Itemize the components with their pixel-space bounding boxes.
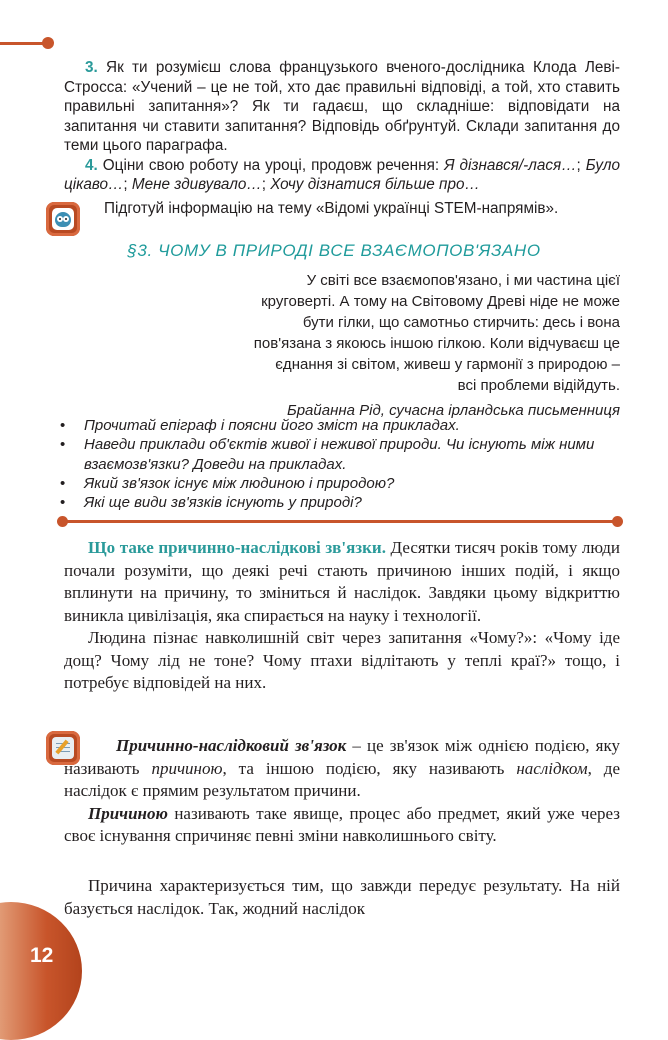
closing-paragraph: Причина характеризується тим, що завжди передує результату. На ній базується наслідок. Так, жодний наслідок <box>64 876 620 918</box>
divider-dot-right <box>612 516 623 527</box>
definition-paragraph: Причинно-наслідковий зв'язок – це зв'язок між однією подією, яку називають причиною, та іншою подією, яку називають наслідком, де наслідок є прямим результатом причини. <box>64 736 620 800</box>
paragraph-2: Людина пізнає навколишній світ через запитання «Чому?»: «Чому іде дощ? Чому лід не тоне? Чому птахи відлітають у теплі краї?» тощо, і потребує відповідей на них. <box>64 628 620 692</box>
discussion-bullets <box>60 416 622 512</box>
owl-icon <box>46 202 80 236</box>
top-rule-dot <box>42 37 54 49</box>
epigraph-author: Брайанна Рід, сучасна ірландська письменниця <box>286 402 620 419</box>
divider-dot-left <box>57 516 68 527</box>
bullet-item: • Який зв'язок існує між людиною і природою? <box>60 474 622 493</box>
bullet-item: • Наведи приклади об'єктів живої і неживої природи. Чи існують між ними взаємозв'язки? Доведи на прикладах. <box>60 435 622 474</box>
review-questions <box>64 58 620 195</box>
subheading: Що таке причинно-наслідкові зв'язки. <box>88 538 386 557</box>
question-4: 4. Оціни свою роботу на уроці, продовж речення: Я дізнався/-лася…; Було цікаво…; Мене здивувало…; Хочу дізнатися більше про… <box>64 156 620 193</box>
bullet-item: • Прочитай епіграф і поясни його зміст на прикладах. <box>60 416 622 435</box>
body-paragraphs <box>64 537 620 695</box>
definition-block <box>64 735 620 848</box>
cause-definition: Причиною називають таке явище, процес або предмет, який уже через своє існування спричиняє певні зміни навколишнього світу. <box>64 803 620 845</box>
project-task-text: Підготуй інформацію на тему «Відомі українці STEM-напрямів». <box>104 200 559 217</box>
question-3: 3. Як ти розумієш слова французького вченого-дослідника Клода Леві-Стросса: «Учений – це не той, хто дає правильні відповіді, а той, хто ставить правильні запитання»? Як ти гадаєш, що складніше: відповідати на запитання чи ставити запитання? Відповідь обґрунтуй. Склади запитання до теми цього параграфа. <box>64 59 621 154</box>
epigraph: У світі все взаємопов'язано, і ми частина цієї круговерті. А тому на Світовому Древі ніде не може бути гілки, що самотньо стирчить: десь і вона пов'язана з якоюсь іншою гілкою. Коли відчуваєш це єднання зі світом, живеш у гармонії з природою – всі проблеми відійдуть. Брайанна Рід, сучасна ірландська письменниця <box>208 270 620 421</box>
paragraph-1: Що таке причинно-наслідкові зв'язки. Десятки тисяч років тому люди почали розуміти, що деякі речі стають причиною інших подій, і якщо вплинути на причину, то зміниться й наслідок. Завдяки цьому відкриттю виникла цивілізація, яка спирається на науку і технології. <box>64 538 620 625</box>
bullet-item: • Які ще види зв'язків існують у природі? <box>60 493 622 512</box>
section-title: §3. ЧОМУ В ПРИРОДІ ВСЕ ВЗАЄМОПОВ'ЯЗАНО <box>127 241 541 260</box>
top-decorative-rule <box>0 42 46 45</box>
section-divider <box>62 520 618 523</box>
page-number: 12 <box>30 944 54 967</box>
page-number-badge <box>0 902 82 1040</box>
